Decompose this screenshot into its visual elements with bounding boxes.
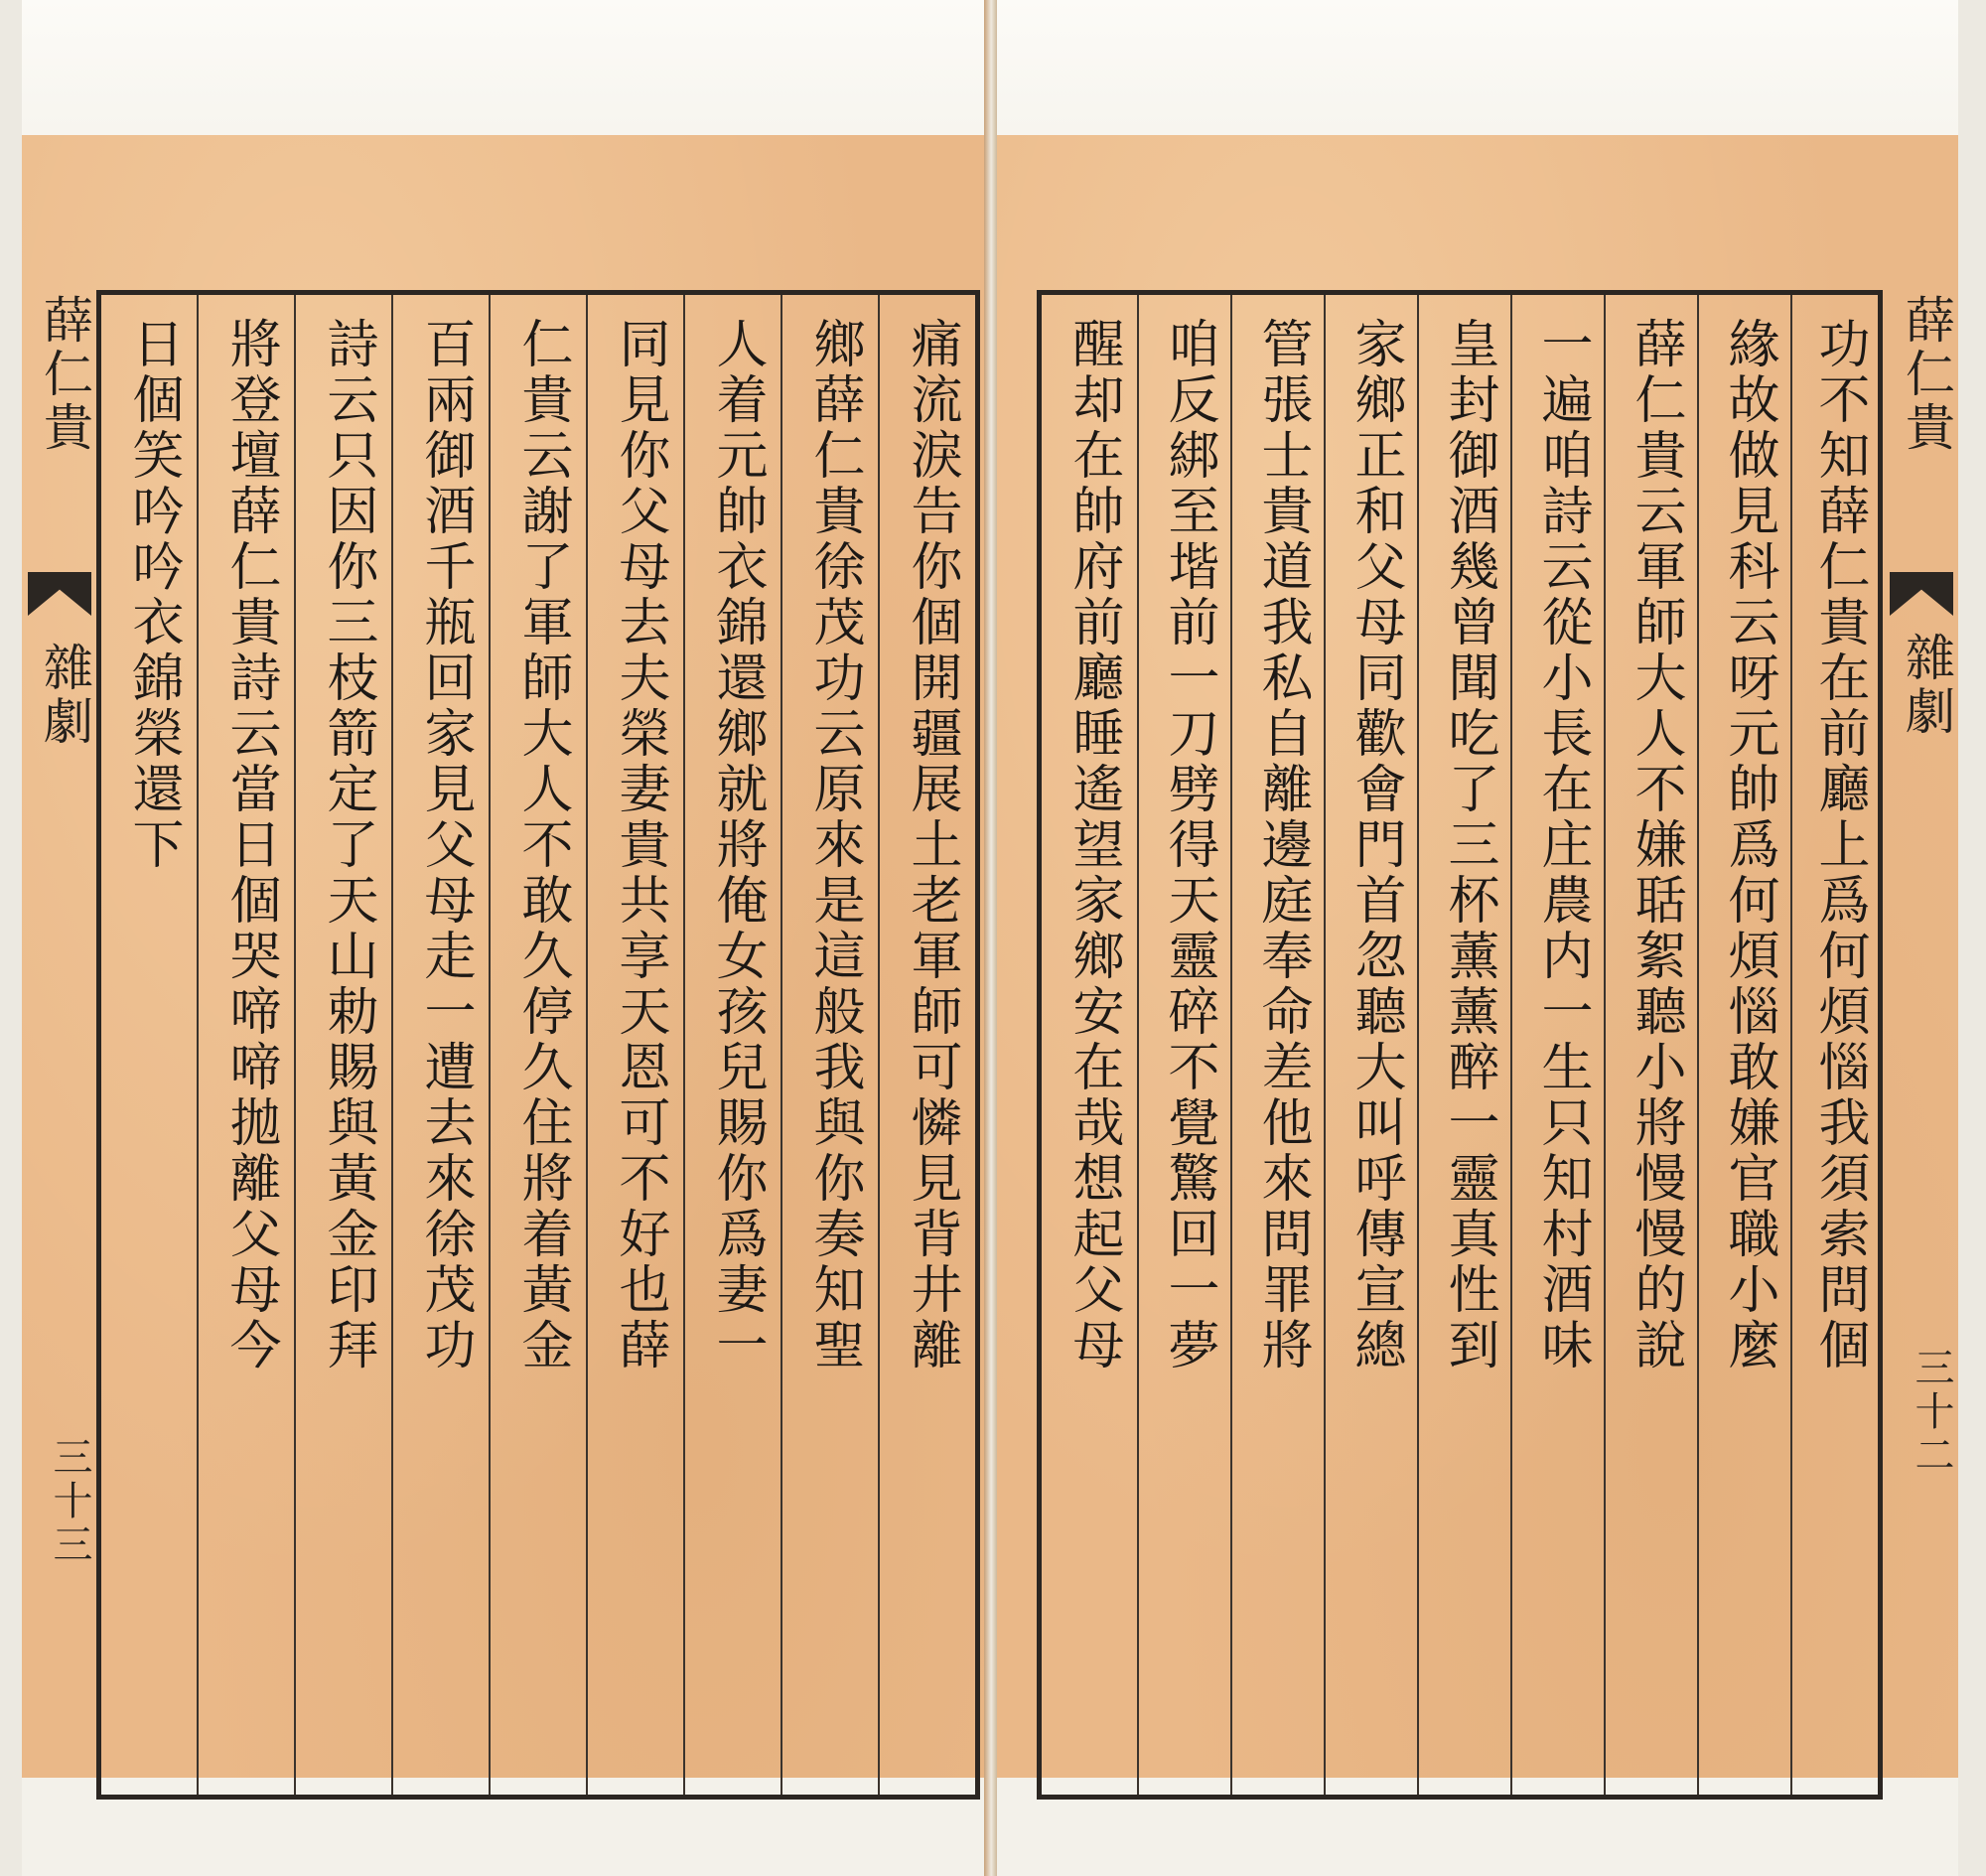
right-column-1	[1790, 295, 1878, 1795]
left-text-block	[96, 290, 980, 1800]
left-page	[22, 135, 989, 1778]
left-column-7	[294, 295, 391, 1795]
left-centre-genre: 雜劇	[36, 642, 93, 749]
left-column-6-text: 百兩御酒千瓶回家見父母走一遭去來徐茂功	[415, 317, 475, 1373]
left-column-3-text: 人着元帥衣錦還鄉就將俺女孩兒賜你爲妻一	[707, 317, 767, 1373]
right-page-centre-strip	[1884, 135, 1958, 1778]
left-column-9	[101, 295, 197, 1795]
right-column-2-text: 緣故做見科云呀元帥爲何煩惱敢嫌官職小麼	[1719, 317, 1778, 1373]
right-column-5	[1417, 295, 1510, 1795]
left-page-centre-strip	[22, 135, 96, 1778]
right-column-4-text: 一遍咱詩云從小長在庄農内一生只知村酒味	[1532, 317, 1592, 1373]
right-column-5-text: 皇封御酒幾曾聞吃了三杯薰薰醉一靈真性到	[1439, 317, 1498, 1373]
left-column-5-text: 仁貴云謝了軍師大人不敢久停久住將着黃金	[512, 317, 572, 1373]
right-centre-title: 薛仁貴	[1898, 294, 1955, 455]
right-folio-number: 三十二	[1909, 1347, 1954, 1478]
left-column-9-text: 日個笑吟吟衣錦榮還下	[123, 317, 183, 873]
right-centre-genre: 雜劇	[1898, 632, 1955, 739]
left-column-1	[878, 295, 975, 1795]
left-column-2-text: 鄉薛仁貴徐茂功云原來是這般我與你奏知聖	[804, 317, 864, 1373]
right-column-7	[1230, 295, 1324, 1795]
left-column-1-text: 痛流淚告你個開疆展土老軍師可憐見背井離	[902, 317, 961, 1373]
right-column-2	[1697, 295, 1790, 1795]
left-column-5	[489, 295, 586, 1795]
right-column-8	[1137, 295, 1230, 1795]
right-text-block	[1037, 290, 1883, 1800]
left-fish-tail	[28, 572, 91, 616]
book-edge-right	[1958, 0, 1986, 1876]
right-fish-tail	[1890, 572, 1953, 616]
left-column-8-text: 將登壇薛仁貴詩云當日個哭啼啼拋離父母今	[220, 317, 280, 1373]
left-column-4-text: 同見你父母去夫榮妻貴共享天恩可不好也薛	[610, 317, 669, 1373]
left-folio-number: 三十三	[47, 1436, 92, 1567]
right-column-6	[1324, 295, 1417, 1795]
left-column-6	[391, 295, 489, 1795]
right-page	[997, 135, 1958, 1778]
right-column-8-text: 咱反綁至堦前一刀劈得天靈碎不覺驚回一夢	[1159, 317, 1218, 1373]
right-column-6-text: 家鄉正和父母同歡會門首忽聽大叫呼傳宣總	[1346, 317, 1405, 1373]
left-column-2	[780, 295, 878, 1795]
left-column-4	[586, 295, 683, 1795]
right-column-3	[1604, 295, 1697, 1795]
right-column-3-text: 薛仁貴云軍師大人不嫌聒絮聽小將慢慢的說	[1626, 317, 1685, 1373]
left-column-3	[683, 295, 780, 1795]
left-centre-title: 薛仁貴	[36, 294, 93, 455]
left-column-8	[197, 295, 294, 1795]
right-column-9-text: 醒却在帥府前廳睡遙望家鄉安在哉想起父母	[1064, 317, 1123, 1373]
right-column-1-text: 功不知薛仁貴在前廳上爲何煩惱我須索問個	[1809, 317, 1869, 1373]
left-column-7-text: 詩云只因你三枝箭定了天山勅賜與黃金印拜	[318, 317, 377, 1373]
right-column-9	[1042, 295, 1137, 1795]
right-column-4	[1510, 295, 1604, 1795]
right-column-7-text: 管張士貴道我私自離邊庭奉命差他來問罪將	[1252, 317, 1312, 1373]
